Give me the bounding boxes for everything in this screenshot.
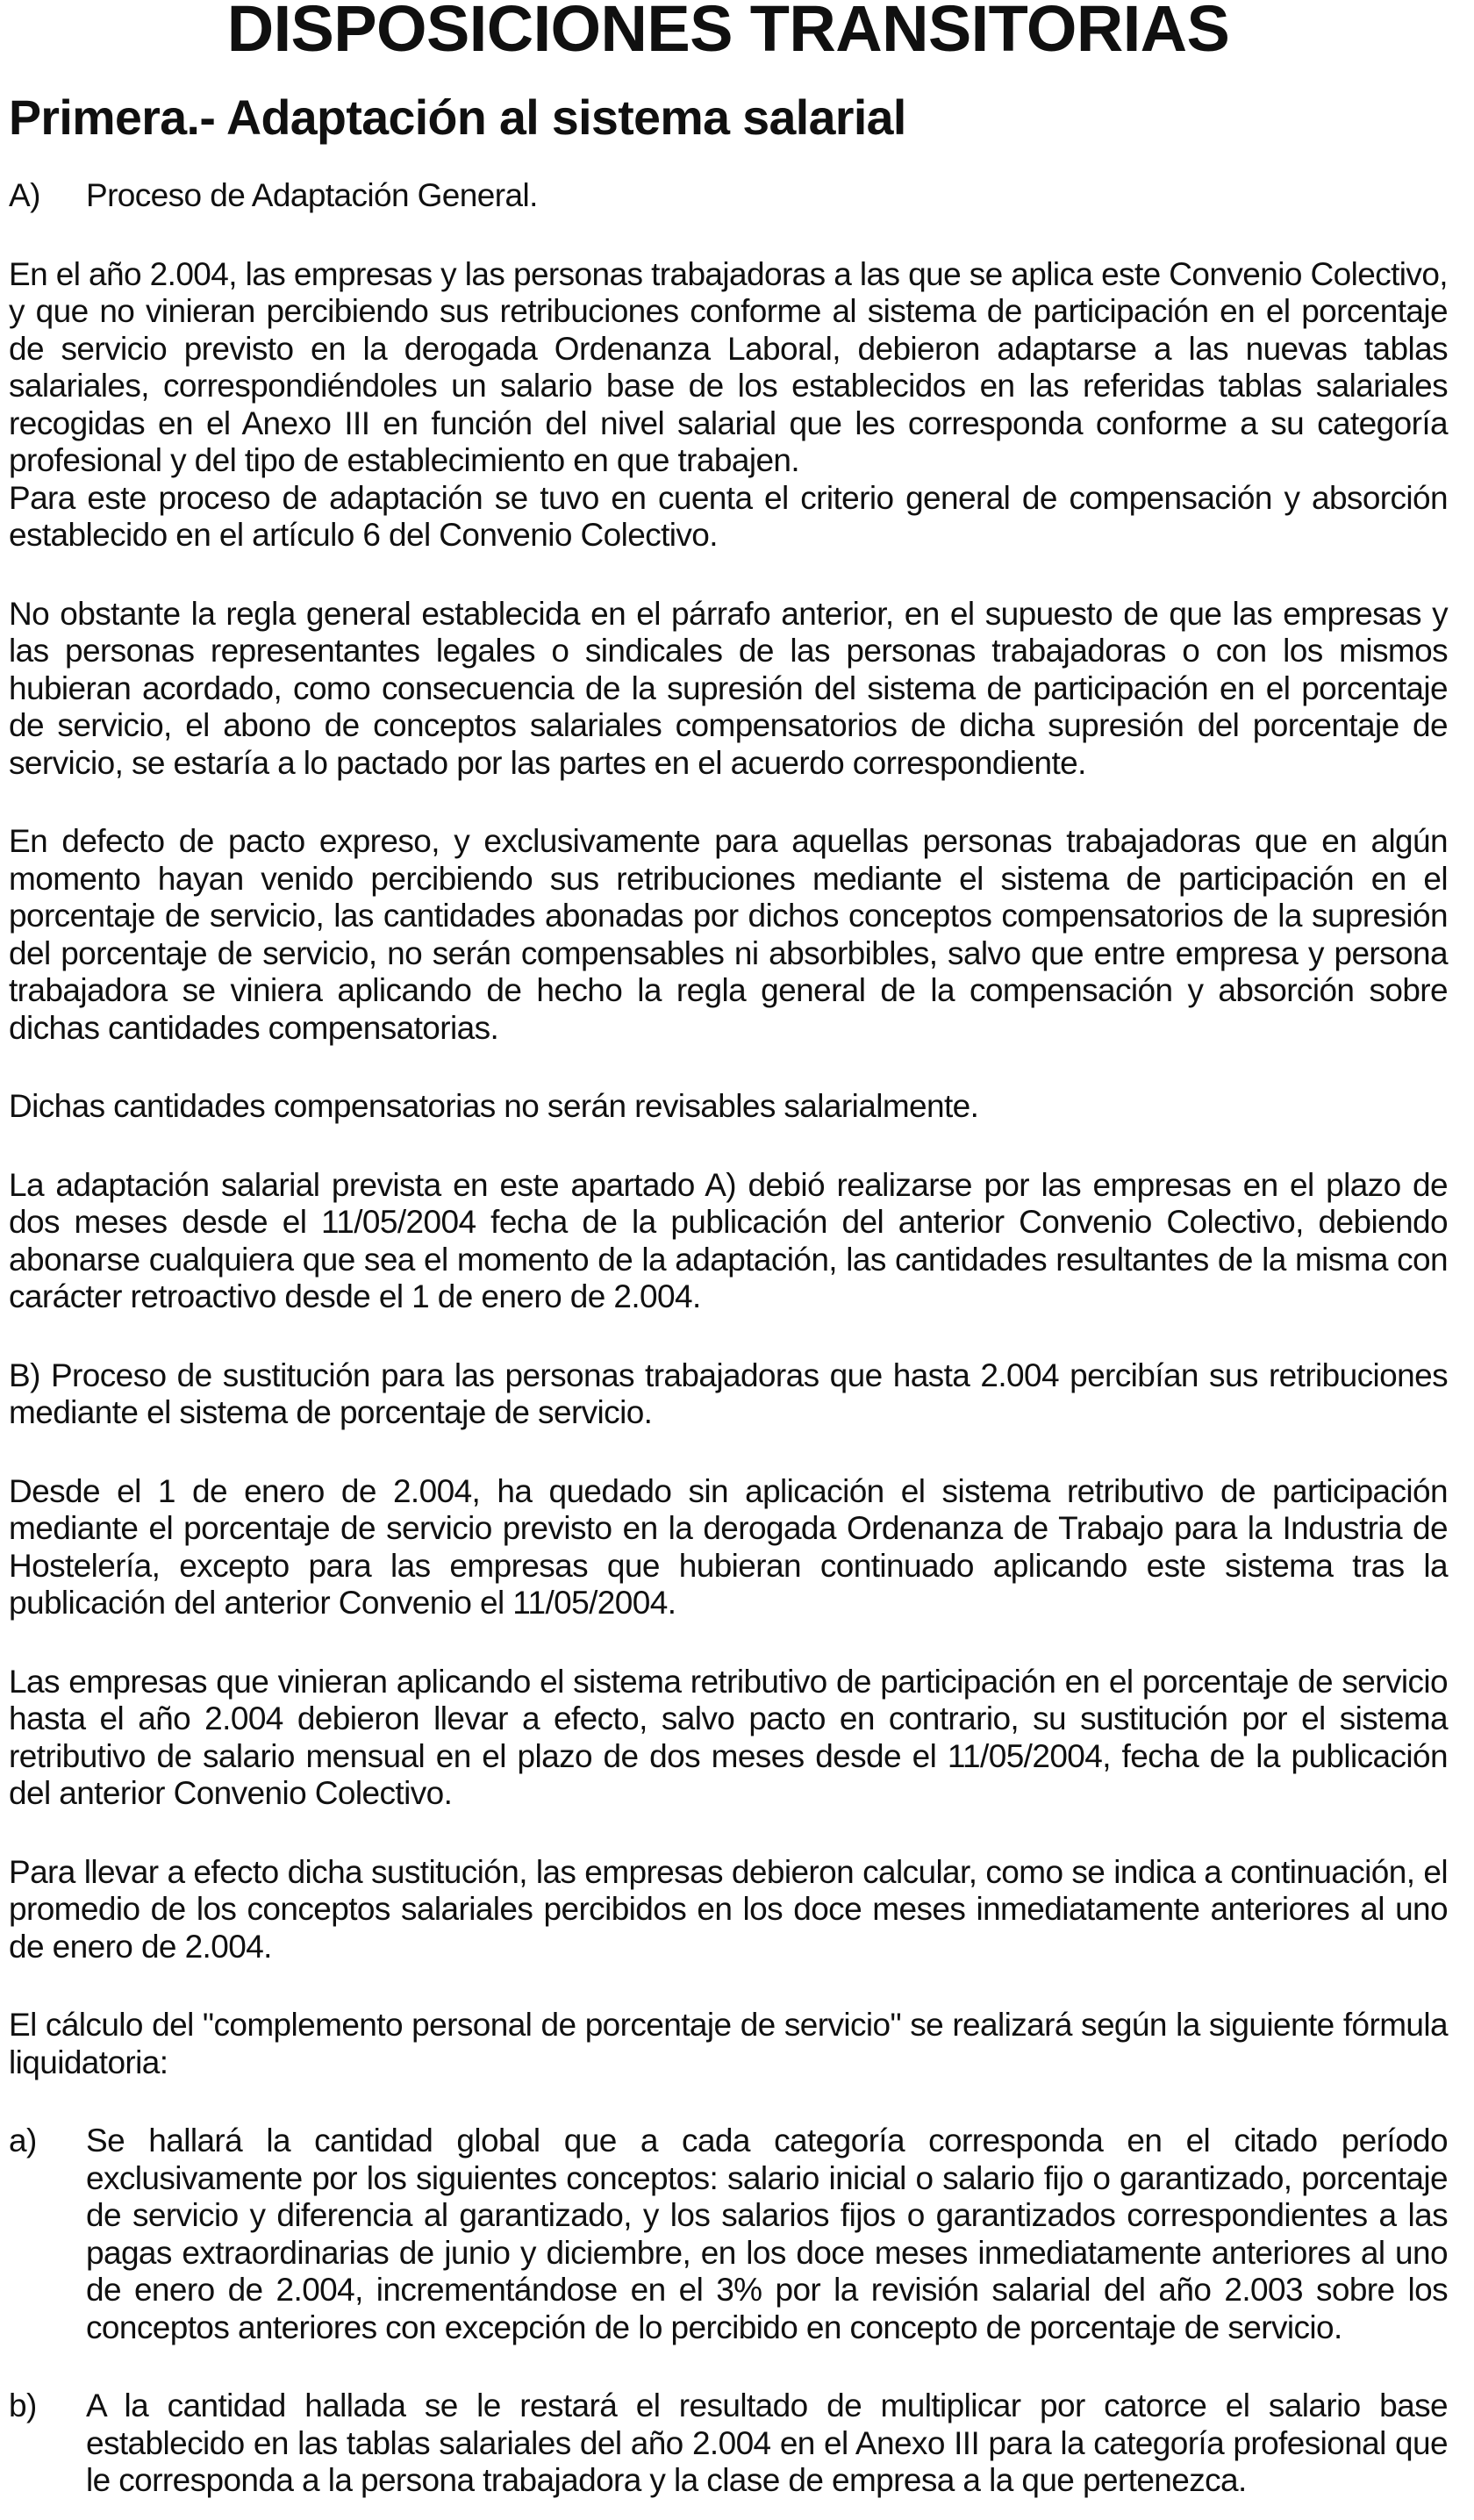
document-title: DISPOSICIONES TRANSITORIAS <box>226 0 1230 65</box>
paragraph-group-adaptacion <box>9 256 1448 555</box>
section-heading: Primera.- Adaptación al sistema salarial <box>9 89 906 145</box>
paragraph-para-llevar: Para llevar a efecto dicha sustitución, las empresas debieron calcular, como se indica a continuación, el promedio de los conceptos salariales percibidos en los doce meses inmediatamente anteriores al uno de enero de 2.004. <box>9 1853 1448 1965</box>
item-text-a: Se hallará la cantidad global que a cada categoría corresponda en el citado período exclusivamente por los siguientes conceptos: salario inicial o salario fijo o garantizado, porcentaje de servicio y diferencia al garantizado, y los salarios fijos o garantizados correspondientes a las pagas extraordinarias de junio y diciembre, en los doce meses inmediatamente anteriores al uno de enero de 2.004, incrementándose en el 3% por la revisión salarial del año 2.003 sobre los conceptos anteriores con excepción de lo percibido en concepto de porcentaje de servicio. <box>86 2123 1448 2345</box>
paragraph-adaptacion-1: En el año 2.004, las empresas y las personas trabajadoras a las que se aplica este Convenio Colectivo, y que no vinieran percibiendo sus retribuciones conforme al sistema de participación en el porcentaje de servicio previsto en la derogada Ordenanza Laboral, debieron adaptarse a las nuevas tablas salariales, correspondiéndoles un salario base de los establecidos en las referidas tablas salariales recogidas en el Anexo III en función del nivel salarial que les corresponda conforme a su categoría profesional y del tipo de establecimiento en que trabajen. <box>9 255 1448 478</box>
paragraph-adaptacion-2: Para este proceso de adaptación se tuvo en cuenta el criterio general de compensación y absorción establecido en el artículo 6 del Convenio Colectivo. <box>9 479 1448 553</box>
formula-item-b <box>9 2388 1448 2500</box>
paragraph-no-obstante: No obstante la regla general establecida en el párrafo anterior, en el supuesto de que las empresas y las personas representantes legales o sindicales de las personas trabajadoras o con los mismos hubieran acordado, como consecuencia de la supresión del sistema de participación en el porcentaje de servicio, el abono de conceptos salariales compensatorios de dicha supresión del porcentaje de servicio, se estaría a lo pactado por las partes en el acuerdo correspondiente. <box>9 595 1448 781</box>
item-marker-A: A) <box>9 177 40 213</box>
paragraph-el-calculo: El cálculo del "complemento personal de porcentaje de servicio" se realizará según la siguiente fórmula liquidatoria: <box>9 2007 1448 2080</box>
paragraph-las-empresas: Las empresas que vinieran aplicando el sistema retributivo de participación en el porcentaje de servicio hasta el año 2.004 debieron llevar a efecto, salvo pacto en contrario, su sustitución por el sistema retributivo de salario mensual en el plazo de dos meses desde el 11/05/2004, fecha de la publicación del anterior Convenio Colectivo. <box>9 1663 1448 1811</box>
item-marker-b: b) <box>9 2388 37 2423</box>
paragraph-b-proceso: B) Proceso de sustitución para las personas trabajadoras que hasta 2.004 percibían sus retribuciones mediante el sistema de porcentaje de servicio. <box>9 1357 1448 1430</box>
item-proceso-general <box>9 177 1448 215</box>
paragraph-en-defecto: En defecto de pacto expreso, y exclusivamente para aquellas personas trabajadoras que en algún momento hayan venido percibiendo sus retribuciones mediante el sistema de participación en el porcentaje de servicio, las cantidades abonadas por dichos conceptos compensatorios de la supresión del porcentaje de servicio, no serán compensables ni absorbibles, salvo que entre empresa y persona trabajadora se viniera aplicando de hecho la regla general de la compensación y absorción sobre dichas cantidades compensatorias. <box>9 823 1448 1046</box>
item-text-proceso-general: Proceso de Adaptación General. <box>86 177 538 213</box>
paragraph-desde-el-1: Desde el 1 de enero de 2.004, ha quedado sin aplicación el sistema retributivo de participación mediante el porcentaje de servicio previsto en la derogada Ordenanza de Trabajo para la Industria de Hostelería, excepto para las empresas que hubieran continuado aplicando este sistema tras la publicación del anterior Convenio el 11/05/2004. <box>9 1472 1448 1621</box>
formula-item-a <box>9 2123 1448 2346</box>
item-text-b: A la cantidad hallada se le restará el resultado de multiplicar por catorce el salario base establecido en las tablas salariales del año 2.004 en el Anexo III para la categoría profesional que le corresponda a la persona trabajadora y la clase de empresa a la que pertenezca. <box>86 2388 1448 2498</box>
paragraph-la-adaptacion: La adaptación salarial prevista en este apartado A) debió realizarse por las empresas en el plazo de dos meses desde el 11/05/2004 fecha de la publicación del anterior Convenio Colectivo, debiendo abonarse cualquiera que sea el momento de la adaptación, las cantidades resultantes de la misma con carácter retroactivo desde el 1 de enero de 2.004. <box>9 1166 1448 1314</box>
item-marker-a: a) <box>9 2123 37 2158</box>
paragraph-dichas-cantidades: Dichas cantidades compensatorias no serán revisables salarialmente. <box>9 1088 979 1124</box>
